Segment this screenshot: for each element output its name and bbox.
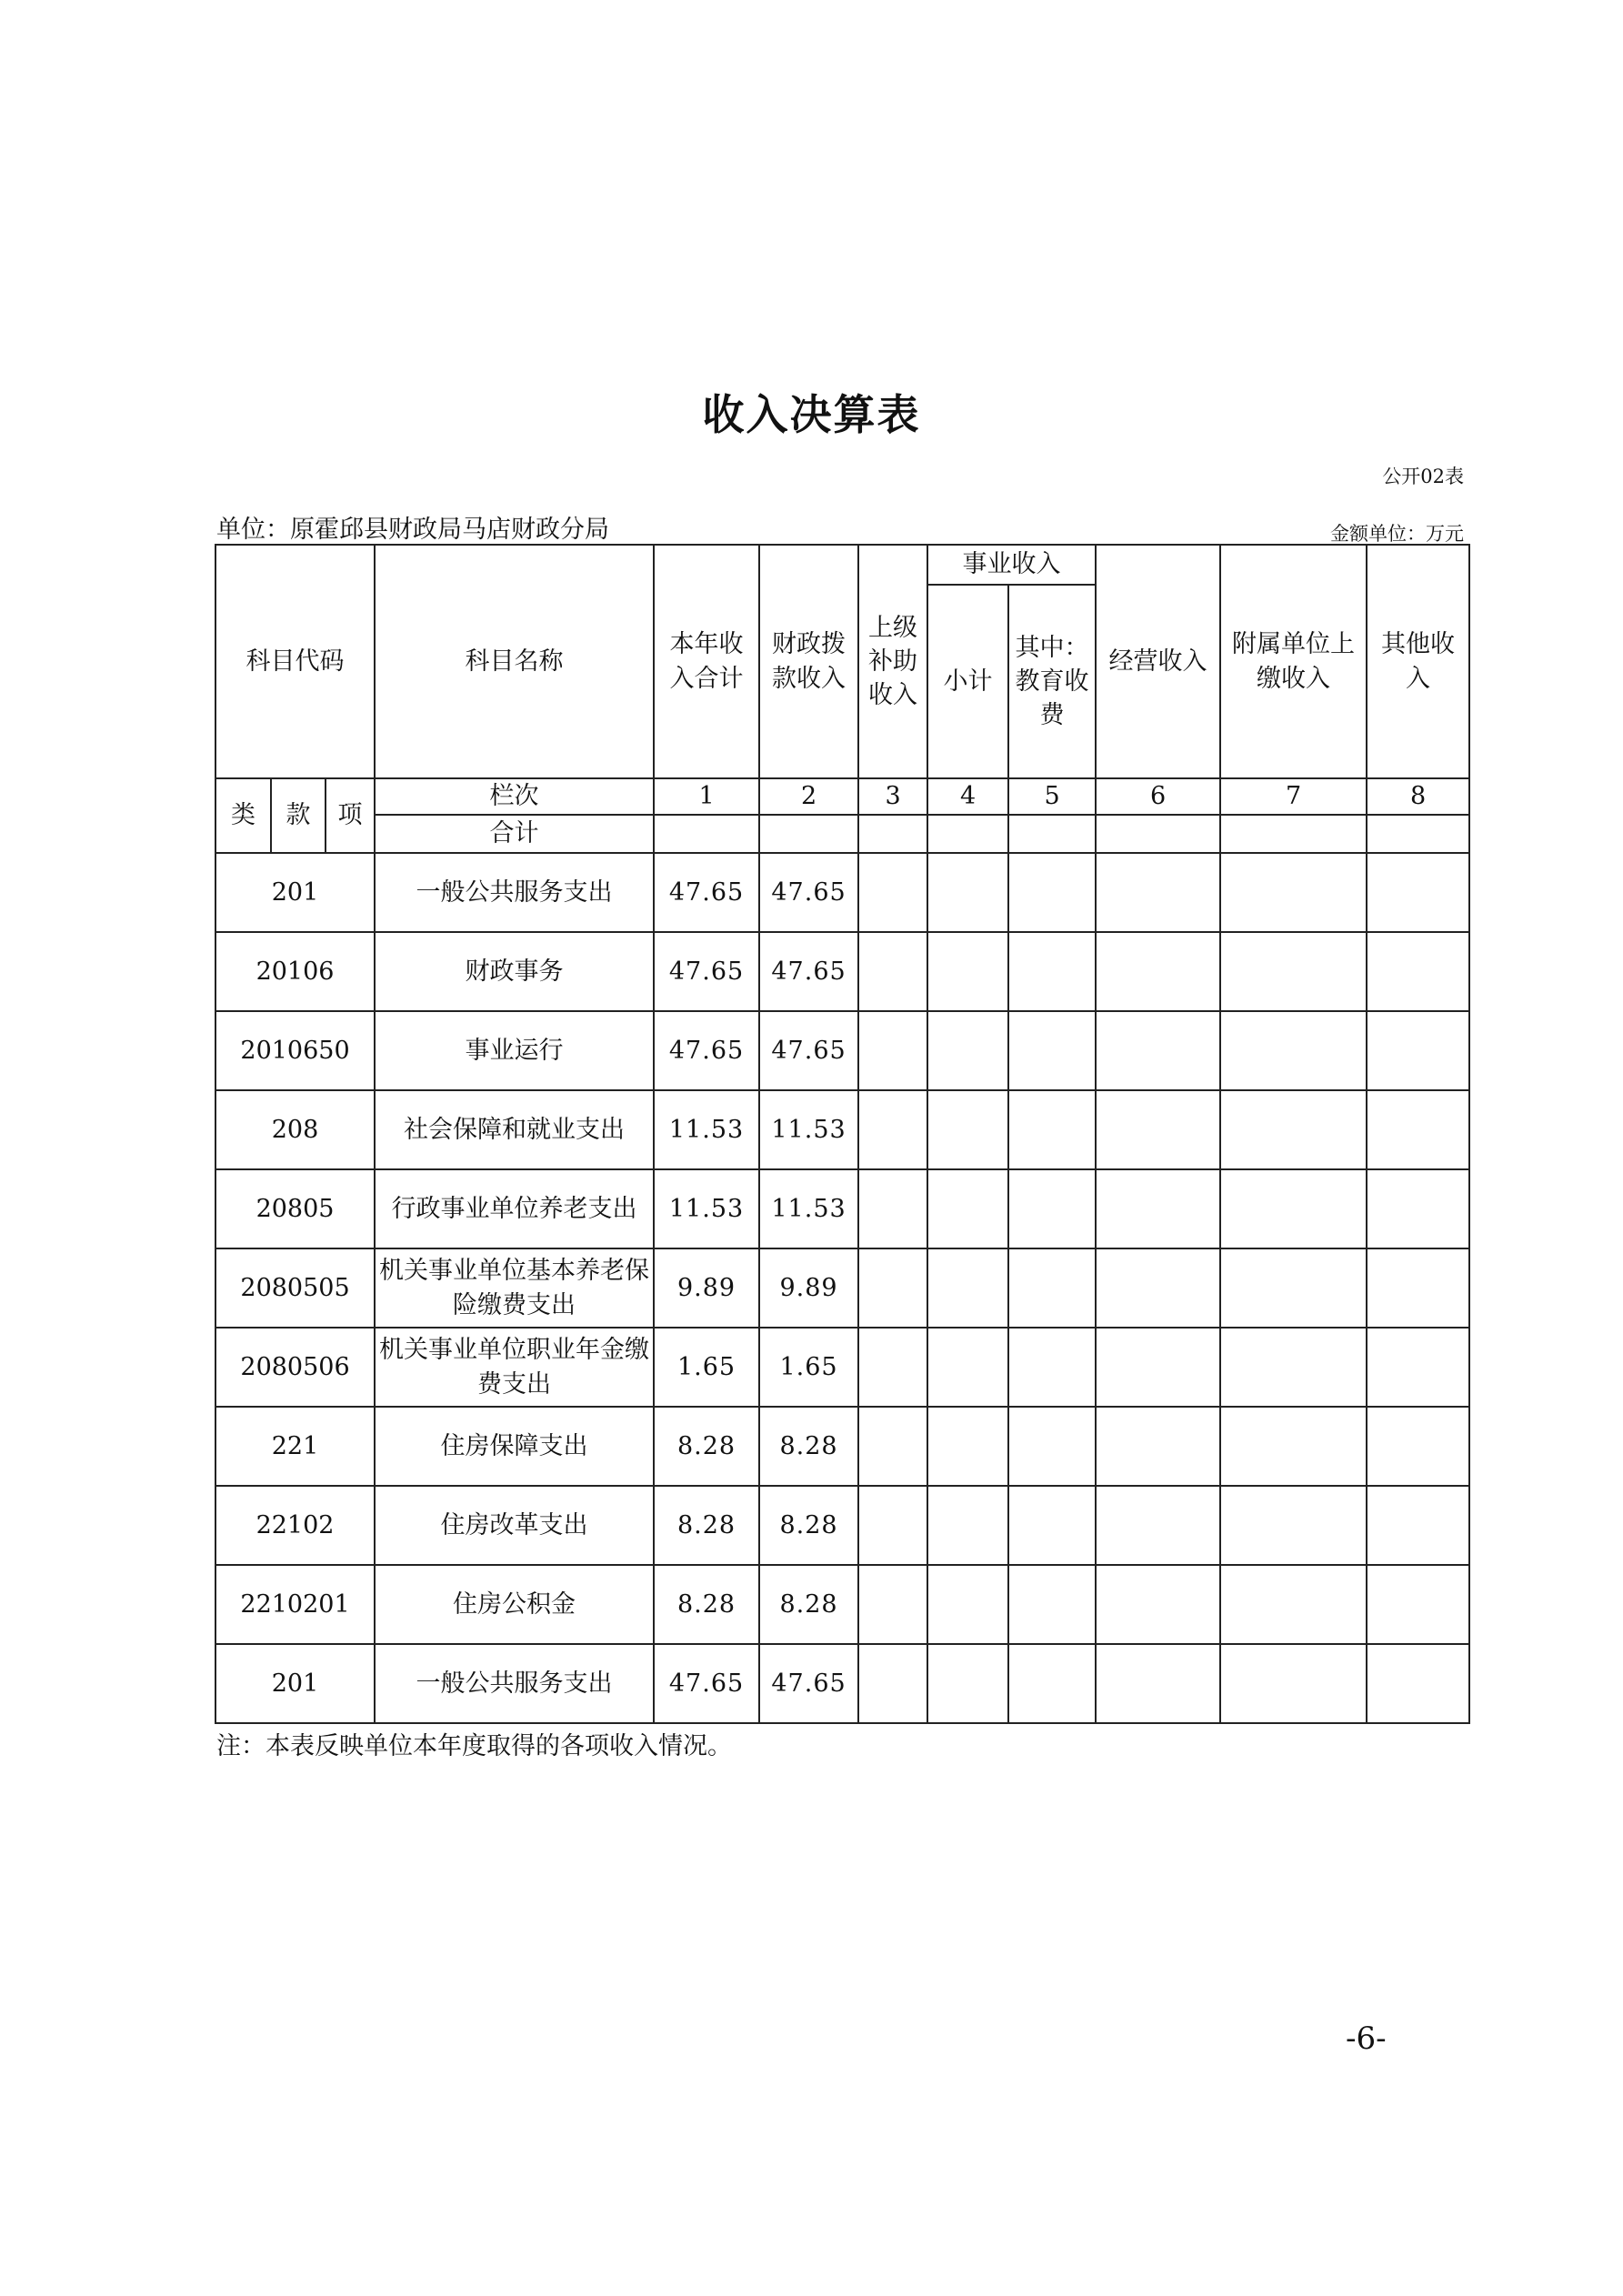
header-superior: 上级补助收入 <box>858 545 927 778</box>
row-fiscal: 1.65 <box>759 1328 858 1407</box>
col-number: 1 <box>654 778 759 815</box>
row-total: 8.28 <box>654 1407 759 1486</box>
col-number: 4 <box>927 778 1008 815</box>
row-code: 208 <box>215 1090 375 1169</box>
row-name: 行政事业单位养老支出 <box>375 1169 654 1248</box>
row-total: 9.89 <box>654 1248 759 1328</box>
table-row <box>215 1486 1469 1565</box>
row-code: 201 <box>215 1644 375 1723</box>
header-name: 科目名称 <box>375 545 654 778</box>
row-fiscal: 11.53 <box>759 1090 858 1169</box>
form-number: 公开02表 <box>1382 466 1464 487</box>
row-fiscal: 47.65 <box>759 932 858 1011</box>
col-number: 3 <box>858 778 927 815</box>
row-fiscal: 11.53 <box>759 1169 858 1248</box>
header-xiang: 项 <box>326 778 375 853</box>
table-row <box>215 1090 1469 1169</box>
row-name: 机关事业单位基本养老保险缴费支出 <box>375 1248 654 1328</box>
row-code: 2080506 <box>215 1328 375 1407</box>
header-other: 其他收入 <box>1367 545 1469 778</box>
header-kuan: 款 <box>271 778 326 853</box>
header-code: 科目代码 <box>215 545 375 778</box>
row-fiscal: 47.65 <box>759 853 858 932</box>
header-education: 其中：教育收费 <box>1008 585 1096 778</box>
header-heji: 合计 <box>375 815 654 853</box>
col-number: 2 <box>759 778 858 815</box>
col-number: 7 <box>1220 778 1367 815</box>
header-lanci: 栏次 <box>375 778 654 815</box>
col-number: 6 <box>1096 778 1220 815</box>
row-code: 2210201 <box>215 1565 375 1644</box>
row-fiscal: 9.89 <box>759 1248 858 1328</box>
row-code: 22102 <box>215 1486 375 1565</box>
header-business-income: 事业收入 <box>927 545 1096 585</box>
row-total: 8.28 <box>654 1486 759 1565</box>
row-total: 47.65 <box>654 853 759 932</box>
table-row <box>215 1644 1469 1723</box>
row-code: 201 <box>215 853 375 932</box>
row-fiscal: 8.28 <box>759 1486 858 1565</box>
unit-label: 单位：原霍邱县财政局马店财政分局 <box>216 516 609 544</box>
row-name: 住房保障支出 <box>375 1407 654 1486</box>
row-code: 2010650 <box>215 1011 375 1090</box>
row-fiscal: 47.65 <box>759 1011 858 1090</box>
table-row <box>215 1407 1469 1486</box>
table-note: 注：本表反映单位本年度取得的各项收入情况。 <box>216 1732 732 1760</box>
row-code: 20106 <box>215 932 375 1011</box>
row-name: 事业运行 <box>375 1011 654 1090</box>
row-name: 一般公共服务支出 <box>375 1644 654 1723</box>
row-name: 机关事业单位职业年金缴费支出 <box>375 1328 654 1407</box>
row-total: 11.53 <box>654 1090 759 1169</box>
page-title: 收入决算表 <box>702 390 921 439</box>
header-fiscal: 财政拨款收入 <box>759 545 858 778</box>
col-number: 8 <box>1367 778 1469 815</box>
row-name: 一般公共服务支出 <box>375 853 654 932</box>
table-row <box>215 1328 1469 1407</box>
money-unit: 金额单位：万元 <box>1330 523 1464 545</box>
row-total: 1.65 <box>654 1328 759 1407</box>
row-fiscal: 8.28 <box>759 1565 858 1644</box>
table-row <box>215 932 1469 1011</box>
row-name: 住房公积金 <box>375 1565 654 1644</box>
header-affiliated: 附属单位上缴收入 <box>1220 545 1367 778</box>
header-operating: 经营收入 <box>1096 545 1220 778</box>
header-subtotal: 小计 <box>927 585 1008 778</box>
row-name: 社会保障和就业支出 <box>375 1090 654 1169</box>
table-row <box>215 853 1469 932</box>
row-total: 11.53 <box>654 1169 759 1248</box>
table-row <box>215 1565 1469 1644</box>
table-row <box>215 1169 1469 1248</box>
header-lei: 类 <box>215 778 271 853</box>
header-total: 本年收入合计 <box>654 545 759 778</box>
row-total: 47.65 <box>654 1644 759 1723</box>
page-number: -6- <box>1346 2020 1387 2057</box>
table-row <box>215 1011 1469 1090</box>
row-fiscal: 8.28 <box>759 1407 858 1486</box>
row-fiscal: 47.65 <box>759 1644 858 1723</box>
col-number: 5 <box>1008 778 1096 815</box>
row-name: 住房改革支出 <box>375 1486 654 1565</box>
table-row <box>215 1248 1469 1328</box>
income-table <box>215 544 1470 1724</box>
row-code: 20805 <box>215 1169 375 1248</box>
row-total: 47.65 <box>654 1011 759 1090</box>
row-code: 2080505 <box>215 1248 375 1328</box>
row-total: 47.65 <box>654 932 759 1011</box>
row-total: 8.28 <box>654 1565 759 1644</box>
row-code: 221 <box>215 1407 375 1486</box>
row-name: 财政事务 <box>375 932 654 1011</box>
